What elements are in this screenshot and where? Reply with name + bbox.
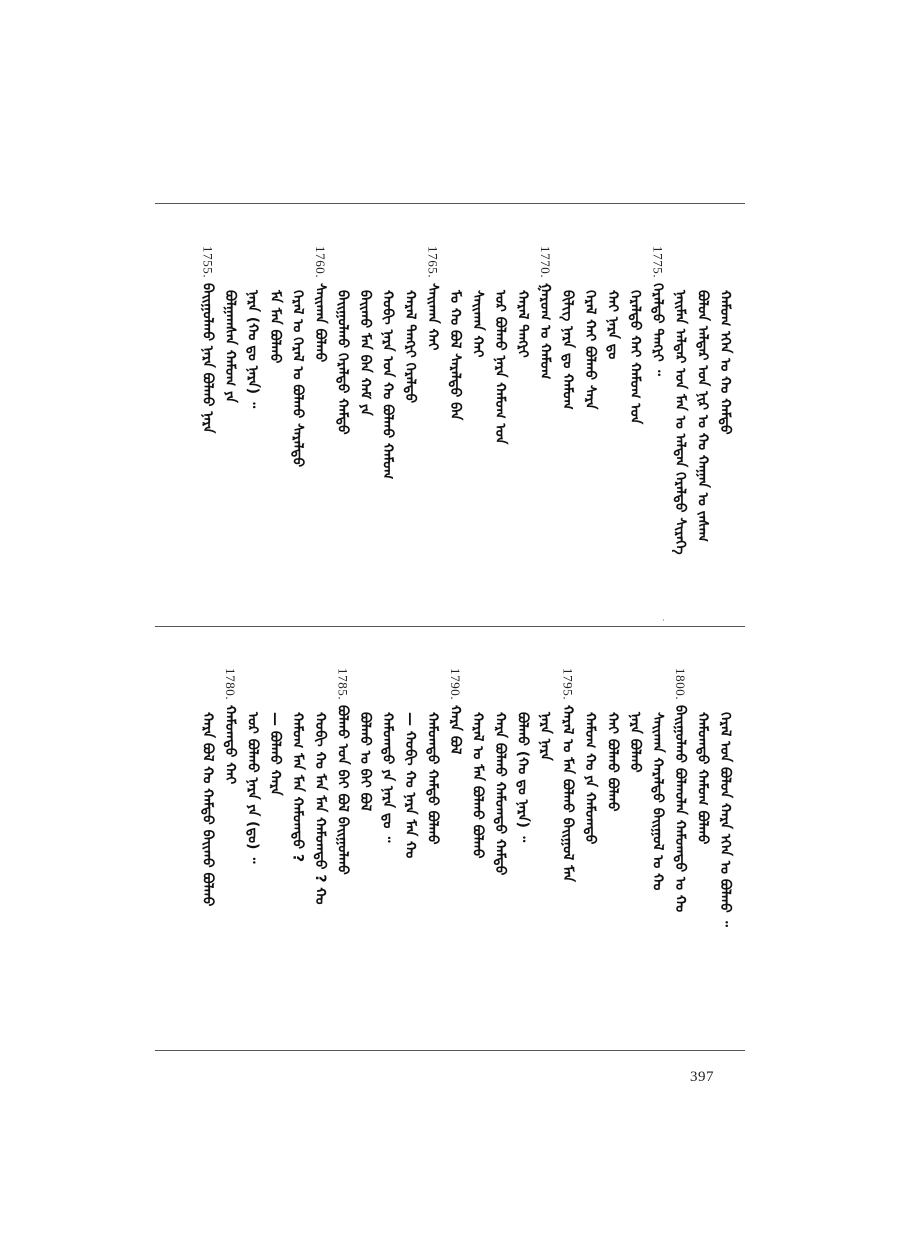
verse-column xyxy=(577,668,603,844)
verse-text: ᠣᠷ ᠪᠣᠯᠬᠤ ᠨᠠᠷᠠ ᠶᠠ (ᠳᠤ) ᠃ xyxy=(244,712,261,864)
verse-text: ᠪᠣᠯᠬᠤ ᠤ ᠪᠠᠢ ᠪᠣᠯ xyxy=(357,712,373,812)
verse-text: ᠪᠣᠯᠭᠠᠭᠰᠠᠨ ᠬᠠᠮᠤᠭ ᠶᠠ xyxy=(222,290,238,403)
verse-text: ᠬᠠᠮᠤᠭᠲᠤ ᠬᠠᠢ xyxy=(222,705,238,785)
verse-text: ᠬᠠᠷᠠᠯ ᠲᠡᠩᠷᠢ xyxy=(514,290,531,358)
verse-column xyxy=(285,246,311,467)
verse-text: ᠭᠡᠷᠡᠯ ᠬᠠᠢ ᠪᠣᠯᠬᠤ ᠰᠠᠷᠠ xyxy=(582,290,598,410)
verse-text: ᠮᠠ ᠮᠠᠨ ᠪᠣᠯᠬᠤ xyxy=(267,290,283,364)
verse-column xyxy=(622,668,648,773)
bottom-rule xyxy=(155,1050,745,1051)
verse-column xyxy=(195,668,221,906)
verse-text: ᠪᠠᠢᠬᠤ ᠮᠠᠨ ᠪᠠᠨ ᠬᠠᠮ ᠶᠠ xyxy=(357,290,373,416)
verse-text: ᠬᠠᠮᠤᠭ ᠡᠭᠡᠨ ᠤ ᠬᠤ ᠬᠠᠮᠲᠤ xyxy=(717,290,733,435)
verse-text: ᠬᠠᠮᠤᠭ ᠬᠤ ᠶᠠ ᠬᠠᠮᠤᠭᠲᠤ xyxy=(582,712,598,845)
verse-text: ᠬᠤᠪᠢ ᠨᠠᠷᠠ ᠤᠨ ᠬᠤ ᠪᠣᠯᠬᠤ ᠬᠠᠮᠤᠭ xyxy=(379,290,396,480)
line-number: 1785. xyxy=(335,668,351,701)
verse-column xyxy=(712,668,738,927)
line-number: 1765. xyxy=(425,246,441,279)
top-rule xyxy=(155,203,745,204)
page-number: 397 xyxy=(690,1069,714,1085)
stray-dot: · xyxy=(662,616,665,625)
verse-column xyxy=(465,246,491,357)
verse-column xyxy=(352,246,378,416)
verse-column xyxy=(240,246,266,408)
verse-column xyxy=(240,668,266,864)
verse-column xyxy=(262,246,288,363)
verse-column xyxy=(397,668,423,858)
verse-column xyxy=(285,668,311,862)
verse-text: ᠬᠤᠪᠢ ᠬᠤ ᠮᠠᠨ ᠮᠠᠨ ᠬᠠᠮᠤᠭᠲᠤ ? ᠬᠤ xyxy=(312,712,328,905)
verse-text: ᠭᠡᠷᠡᠯᠲᠦ ᠬᠠᠢ ᠬᠠᠮᠤᠭ ᠤᠨ xyxy=(627,290,643,425)
verse-text: ᠭᠡᠷᠡᠯ ᠤᠨ ᠪᠣᠯᠤᠨ ᠬᠠᠷᠠ ᠡᠭᠡᠨ ᠤ ᠪᠣᠯᠬᠤ ᠃ xyxy=(717,712,733,927)
verse-column xyxy=(510,668,536,842)
verse-text: ᠪᠠᠢᠭᠤᠯᠬᠤ ᠨᠠᠷᠠ ᠪᠣᠯᠬᠤ ᠨᠠᠷᠠ xyxy=(199,283,216,434)
line-number: 1800. xyxy=(673,668,688,701)
verse-text: ᠪᠠᠢᠭᠤᠯᠬᠤ ᠪᠣᠯᠬᠤᠯᠠᠨ ᠬᠠᠮᠤᠭᠲᠤ ᠤ ᠬᠤ xyxy=(672,705,688,913)
line-number: 1775. xyxy=(650,246,666,279)
verse-column xyxy=(510,246,536,358)
verse-text: ᠪᠠᠢᠭᠤᠯᠬᠤ ᠭᠡᠷᠡᠯᠲᠦ ᠬᠠᠮᠲᠤ xyxy=(334,290,351,435)
verse-column xyxy=(487,246,513,444)
line-number: 1760. xyxy=(313,246,328,279)
verse-text: ᠭᠠᠷᠤᠭ ᠤ ᠬᠠᠮᠤᠭ xyxy=(537,283,553,380)
verse-column xyxy=(712,246,738,435)
verse-column xyxy=(600,246,626,359)
verse-text: ᠨᠠᠷᠠ ᠨᠠᠷᠠ xyxy=(537,712,553,761)
verse-column xyxy=(420,246,446,351)
line-number: 1780. xyxy=(223,668,238,701)
verse-column xyxy=(532,668,558,761)
verse-text: ᠬᠠᠢ ᠨᠠᠷᠠ ᠳᠤ xyxy=(604,290,621,360)
verse-text: ᠨᠠᠢᠮᠠᠨ ᠠᠯᠳᠠᠷ ᠤᠨ ᠮᠠᠨ ᠤ ᠠᠯᠲᠠᠨ ᠭᠡᠷᠡᠯᠲᠦ ᠰᠢᠷᠡᠭᠡ xyxy=(672,290,688,555)
verse-column xyxy=(442,668,468,755)
verse-column xyxy=(532,246,558,380)
verse-column xyxy=(330,668,356,875)
verse-text: ᠭᠡᠷᠡᠯᠲᠦ ᠲᠡᠩᠷᠢ ᠃ xyxy=(649,283,666,377)
verse-column xyxy=(352,668,378,811)
verse-text: ᠭᠡᠷᠡᠯ ᠤ ᠭᠡᠷᠡᠯ ᠤ ᠪᠣᠯᠬᠤ ᠰᠠᠷᠠᠯᠲᠤ xyxy=(289,290,306,468)
verse-column xyxy=(555,668,581,882)
verse-column xyxy=(375,668,401,842)
verse-column xyxy=(690,246,716,542)
verse-column xyxy=(330,246,356,435)
verse-text: ᠬᠠᠮᠤᠭᠲᠤ ᠬᠠᠮᠤᠭ ᠪᠣᠯᠬᠤ xyxy=(694,712,711,845)
verse-column xyxy=(600,668,626,812)
verse-column xyxy=(375,246,401,479)
verse-column xyxy=(465,668,491,859)
middle-rule xyxy=(155,626,745,627)
verse-column xyxy=(307,246,333,363)
verse-text: ᠰᠠᠢᠬᠠᠨ ᠬᠠᠢ xyxy=(424,283,441,351)
verse-text: ᠬᠠᠮᠤᠭᠲᠤ ᠬᠠᠮᠲᠤ ᠪᠣᠯᠬᠤ xyxy=(424,712,441,845)
verse-text: ᠪᠣᠯᠬᠤ ᠤᠨ ᠪᠠᠢ ᠪᠣᠯ ᠪᠠᠢᠭᠤᠯᠬᠤ xyxy=(334,705,351,876)
line-number: 1755. xyxy=(200,246,216,279)
verse-text: ᠮᠣ ᠬᠤ ᠪᠣᠯ ᠰᠠᠷᠠᠯᠲᠤ ᠪᠠᠨ xyxy=(447,290,463,421)
verse-text: ᠪᠣᠯᠤᠨ ᠠᠯᠳᠠᠷ ᠤᠨ ᠨᠢᠷ ᠤ ᠬᠤ ᠬᠠᠭᠠᠨ ᠤ ᠵᠠᠰᠠᠭ xyxy=(694,290,711,542)
verse-text: ᠣᠷ ᠪᠣᠯᠬᠤ ᠨᠠᠷᠠ ᠬᠠᠮᠤᠭ ᠤᠨ xyxy=(492,290,508,445)
verse-text: ᠬᠠᠷᠠᠯ ᠤ ᠮᠠᠨ ᠪᠣᠯᠬᠤ ᠪᠠᠢᠭᠤᠯ ᠮᠠᠨ xyxy=(559,705,576,883)
verse-text: ᠬᠠᠷᠠ ᠪᠣᠯ ᠬᠤ ᠬᠠᠮᠲᠤ ᠪᠠᠢᠬᠤ ᠪᠣᠯᠬᠤ xyxy=(199,712,216,907)
verse-column xyxy=(690,668,716,844)
verse-column xyxy=(667,246,693,555)
verse-text: ᠰᠠᠢᠬᠠᠨ ᠪᠣᠯᠬᠤ xyxy=(312,283,328,363)
verse-text: — ᠪᠣᠯᠬᠤ ᠬᠠᠷᠠ xyxy=(267,712,283,796)
verse-text: ᠬᠠᠮᠤᠭ ᠮᠠᠨ ᠮᠠᠨ ᠬᠠᠮᠤᠭᠲᠤ ? xyxy=(289,712,306,863)
verse-column xyxy=(487,668,513,875)
verse-text: — ᠬᠤᠪᠢ ᠬᠤ ᠨᠠᠷᠠ ᠮᠠᠨ ᠬᠤ xyxy=(402,712,418,859)
verse-text: ᠬᠠᠷᠠᠯ ᠲᠡᠩᠷᠢ ᠭᠡᠷᠡᠯᠲᠦ xyxy=(402,290,418,404)
verse-text: ᠬᠠᠮᠤᠭᠲᠤ ᠶᠠ ᠨᠠᠷᠠ ᠳᠤ ᠃ xyxy=(379,712,396,843)
verse-column xyxy=(217,246,243,403)
verse-column xyxy=(645,668,671,890)
verse-column xyxy=(307,668,333,905)
verse-text: ᠰᠠᠢᠬᠠᠨ ᠬᠠᠢ xyxy=(469,290,486,358)
verse-column xyxy=(195,246,221,434)
verse-text: ᠨᠠᠷᠠ ᠪᠣᠯᠬᠤ xyxy=(627,712,643,773)
verse-text: ᠨᠠᠷᠠ (ᠬᠤ ᠳᠤ ᠨᠠᠷᠠ) ᠃ xyxy=(244,290,261,409)
verse-column xyxy=(667,668,693,912)
verse-column xyxy=(555,246,581,410)
verse-text: ᠪᠣᠯᠬᠤ (ᠬᠤ ᠳᠤ ᠨᠠᠷᠠ) ᠃ xyxy=(514,712,531,843)
line-number: 1790. xyxy=(448,668,463,701)
verse-column xyxy=(645,246,671,376)
verse-column xyxy=(397,246,423,403)
line-number: 1795. xyxy=(560,668,576,701)
verse-column xyxy=(262,668,288,796)
verse-text: ᠬᠠᠷᠠ ᠪᠣᠯᠬᠤ ᠬᠠᠮᠤᠭᠲᠤ ᠬᠠᠮᠲᠤ xyxy=(492,712,508,876)
verse-text: ᠰᠠᠢᠬᠠᠨ ᠬᠠᠷᠠᠯᠲᠤ ᠪᠠᠢᠭᠤᠯ ᠤ ᠬᠤ xyxy=(649,712,666,891)
verse-text: ᠬᠠᠢ ᠪᠣᠯᠬᠤ ᠪᠣᠯᠬᠤ xyxy=(604,712,621,812)
line-number: 1770. xyxy=(538,246,553,279)
verse-column xyxy=(217,668,243,785)
verse-text: ᠬᠠᠷᠠ ᠪᠣᠯ xyxy=(447,705,463,755)
verse-column xyxy=(442,246,468,420)
verse-column xyxy=(577,246,603,409)
verse-column xyxy=(622,246,648,424)
verse-text: ᠪᠢᠯᠢᠭ ᠨᠠᠷᠠ ᠳᠤ ᠬᠠᠮᠤᠭ xyxy=(559,290,576,410)
verse-column xyxy=(420,668,446,844)
verse-text: ᠬᠠᠷᠠᠯ ᠤ ᠮᠠᠨ ᠪᠣᠯᠬᠤ ᠪᠣᠯᠬᠤ xyxy=(469,712,486,859)
